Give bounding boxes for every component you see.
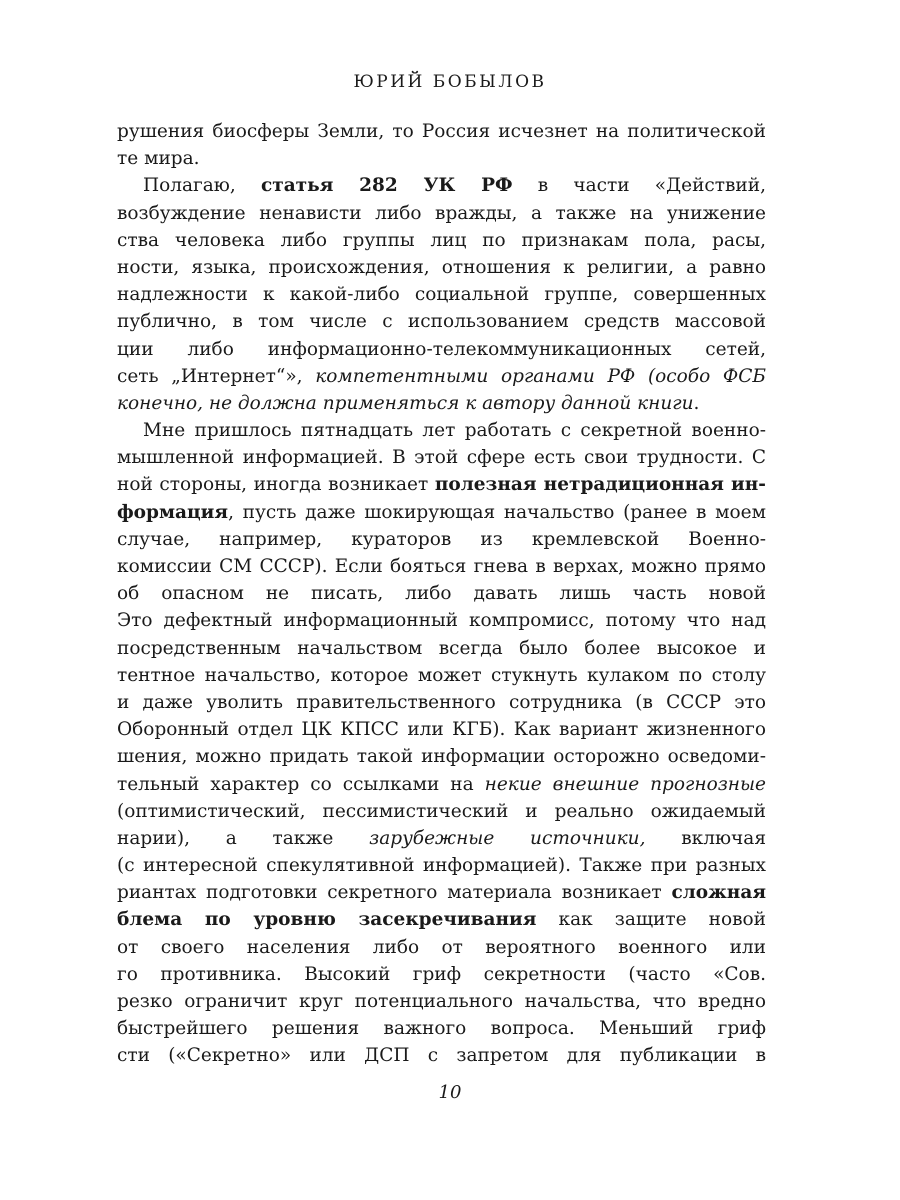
text-run: шения, можно придать такой информации осторожно осведоми- <box>117 746 766 768</box>
text-line <box>117 771 766 798</box>
text-run: го противника. Высокий гриф секретности (часто «Сов. <box>117 963 766 985</box>
italic-text-run: зарубежные источники, <box>369 827 646 849</box>
text-line <box>117 988 766 1015</box>
text-line <box>117 852 766 879</box>
text-line <box>117 635 766 662</box>
text-run: тельный характер со ссылками на <box>117 773 485 795</box>
text-line <box>117 1042 766 1069</box>
running-header: ЮРИЙ БОБЫЛОВ <box>353 72 547 92</box>
text-line <box>117 961 766 988</box>
bold-text-run: статья 282 УК РФ <box>260 175 513 197</box>
text-line <box>117 580 766 607</box>
text-run: надлежности к какой-либо социальной группе, совершенных <box>117 284 766 306</box>
text-line <box>117 526 766 553</box>
italic-text-run: некие внешние прогнозные <box>484 773 766 795</box>
text-run: об опасном не писать, либо давать лишь часть новой <box>117 583 766 605</box>
bold-text-run: сложная <box>671 882 766 904</box>
text-run: Полагаю, <box>143 175 261 197</box>
text-line <box>117 716 766 743</box>
text-line <box>117 798 766 825</box>
text-run: посредственным начальством всегда было более высокое и <box>117 637 766 659</box>
text-line <box>117 336 766 363</box>
text-run: ной стороны, иногда возникает <box>117 474 435 496</box>
text-run: резко ограничит круг потенциального начальства, что вредно <box>117 991 766 1012</box>
body-text <box>117 118 766 1070</box>
bold-text-run: формация <box>117 501 229 523</box>
text-line <box>117 471 766 498</box>
text-line <box>117 553 766 580</box>
text-run: тентное начальство, которое может стукнуть кулаком по столу <box>117 664 766 686</box>
italic-text-run: компетентными органами РФ (особо ФСБ <box>315 365 766 387</box>
text-line <box>117 308 766 335</box>
text-run: рушения биосферы Земли, то Россия исчезнет на политической <box>117 121 766 142</box>
text-run: в части «Действий, <box>537 175 766 197</box>
text-run: включая <box>681 827 766 849</box>
text-run: (с интересной спекулятивной информацией). Также при разных <box>117 855 766 877</box>
text-run: ности, языка, происхождения, отношения к религии, а равно <box>117 256 766 278</box>
text-line <box>117 254 766 281</box>
text-run: (оптимистический, пессимистический и реально ожидаемый <box>117 800 766 822</box>
text-line <box>117 390 766 417</box>
text-run: ции либо информационно-телекоммуникационных сетей, <box>117 338 766 360</box>
text-run: сеть „Интернет“», <box>117 365 316 387</box>
italic-text-run: конечно, не должна применяться к автору данной книги <box>117 392 694 414</box>
text-line <box>117 444 766 471</box>
text-run: случае, например, кураторов из кремлевской Военно- <box>117 528 766 550</box>
text-line <box>117 743 766 770</box>
text-run: как защите новой <box>558 909 766 931</box>
bold-text-run: блема по уровню засекречивания <box>117 909 537 931</box>
text-line <box>117 145 766 172</box>
text-line <box>117 499 766 526</box>
text-run: ства человека либо группы лиц по признакам пола, расы, <box>117 229 766 251</box>
text-run: Оборонный отдел ЦК КПСС или КГБ). Как вариант жизненного <box>117 719 766 741</box>
text-line <box>117 200 766 227</box>
text-run: сти («Секретно» или ДСП с запретом для публикации в <box>117 1045 766 1067</box>
text-line <box>117 417 766 444</box>
bold-text-run: полезная нетрадиционная ин- <box>434 474 766 496</box>
text-line <box>117 118 766 145</box>
text-line <box>117 906 766 933</box>
text-line <box>117 825 766 852</box>
text-run: те мира. <box>117 148 200 170</box>
text-line <box>117 1015 766 1042</box>
text-line <box>117 689 766 716</box>
text-line <box>117 363 766 390</box>
text-line <box>117 934 766 961</box>
text-line <box>117 607 766 634</box>
page-number: 10 <box>438 1082 462 1103</box>
text-run: Мне пришлось пятнадцать лет работать с секретной военно- <box>143 420 766 442</box>
text-line <box>117 879 766 906</box>
text-run: и даже уволить правительственного сотрудника (в СССР это <box>117 691 766 713</box>
text-run: Это дефектный информационный компромисс, потому что над <box>117 610 766 632</box>
text-line <box>117 172 766 199</box>
text-line <box>117 662 766 689</box>
text-run: . <box>693 392 700 414</box>
text-run: быстрейшего решения важного вопроса. Меньший гриф <box>117 1018 766 1040</box>
text-run: от своего населения либо от вероятного военного или <box>117 936 766 958</box>
text-run: возбуждение ненависти либо вражды, а также на унижение <box>117 202 766 224</box>
text-run: риантах подготовки секретного материала возникает <box>117 882 672 904</box>
text-run: комиссии СМ СССР). Если бояться гнева в верхах, можно прямо <box>117 556 766 577</box>
text-run: мышленной информацией. В этой сфере есть свои трудности. С <box>117 447 766 469</box>
text-run: публично, в том числе с использованием средств массовой <box>117 311 766 333</box>
text-line <box>117 281 766 308</box>
text-run: нарии), а также <box>117 827 370 849</box>
text-run: , пусть даже шокирующая начальство (ранее в моем <box>228 501 766 523</box>
text-line <box>117 227 766 254</box>
